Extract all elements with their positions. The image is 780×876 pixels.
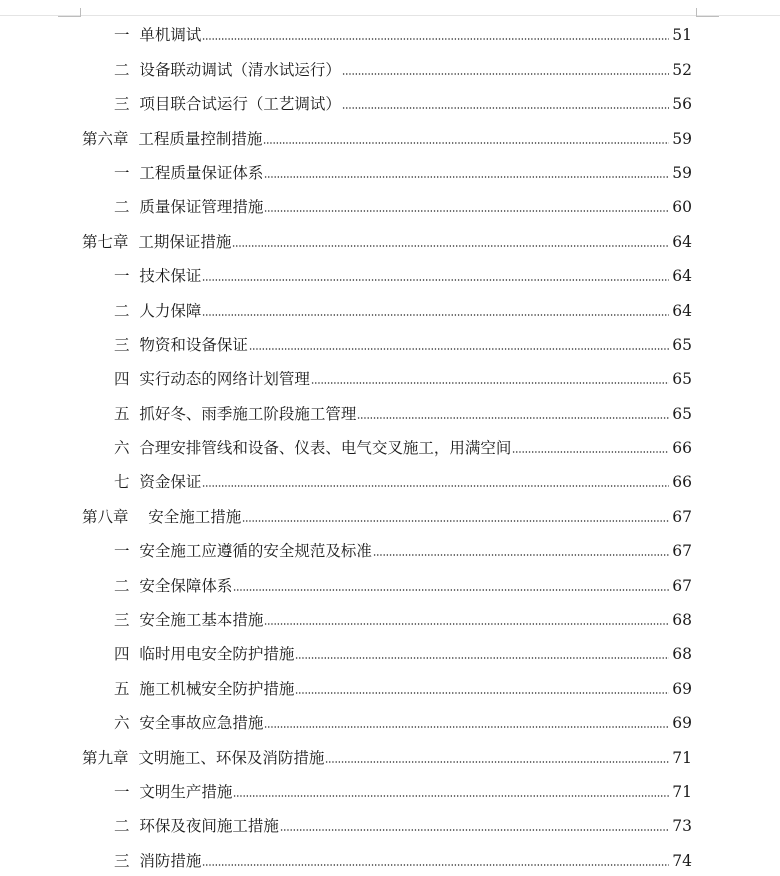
toc-dot-leader <box>232 244 669 248</box>
toc-section-entry[interactable] <box>0 16 780 50</box>
toc-entry-title: 一 技术保证 <box>114 267 202 286</box>
toc-section-entry[interactable] <box>0 566 780 600</box>
toc-page-number: 60 <box>672 198 692 217</box>
toc-dot-leader <box>249 347 669 351</box>
toc-page-number: 51 <box>672 26 692 45</box>
toc-dot-leader <box>295 691 669 695</box>
toc-dot-leader <box>357 416 669 420</box>
toc-page-number: 59 <box>672 163 692 182</box>
toc-section-entry[interactable] <box>0 429 780 463</box>
toc-dot-leader <box>295 656 669 660</box>
toc-page-number: 73 <box>672 817 692 836</box>
toc-entry-title: 三 安全施工基本措施 <box>114 611 264 630</box>
toc-section-entry[interactable] <box>0 532 780 566</box>
toc-section-entry[interactable] <box>0 360 780 394</box>
toc-chapter-entry[interactable] <box>0 497 780 531</box>
toc-dot-leader <box>202 313 669 317</box>
toc-dot-leader <box>325 760 669 764</box>
toc-page-number: 71 <box>672 748 692 767</box>
toc-section-entry[interactable] <box>0 773 780 807</box>
toc-section-entry[interactable] <box>0 394 780 428</box>
toc-entry-title: 六 合理安排管线和设备、仪表、电气交叉施工，用满空间 <box>114 439 512 458</box>
toc-entry-title: 七 资金保证 <box>114 473 202 492</box>
toc-chapter-entry[interactable] <box>0 222 780 256</box>
toc-page-number: 66 <box>672 473 692 492</box>
toc-entry-title: 四 实行动态的网络计划管理 <box>114 370 310 389</box>
toc-entry-title: 二 人力保障 <box>114 301 202 320</box>
toc-entry-title: 三 物资和设备保证 <box>114 335 248 354</box>
toc-section-entry[interactable] <box>0 50 780 84</box>
toc-page-number: 59 <box>672 129 692 148</box>
toc-entry-title: 一 安全施工应遵循的安全规范及标准 <box>114 542 372 561</box>
toc-dot-leader <box>202 863 669 867</box>
toc-chapter-entry[interactable] <box>0 738 780 772</box>
toc-page-number: 68 <box>672 645 692 664</box>
toc-section-entry[interactable] <box>0 841 780 875</box>
toc-entry-title: 二 质量保证管理措施 <box>114 198 264 217</box>
toc-dot-leader <box>311 381 669 385</box>
toc-dot-leader <box>233 588 669 592</box>
toc-page-number: 67 <box>672 507 692 526</box>
toc-entry-title: 第八章 安全施工措施 <box>82 507 242 526</box>
toc-page-number: 64 <box>672 267 692 286</box>
toc-section-entry[interactable] <box>0 463 780 497</box>
toc-entry-title: 一 单机调试 <box>114 26 202 45</box>
toc-dot-leader <box>280 828 669 832</box>
toc-dot-leader <box>373 553 669 557</box>
toc-page-number: 67 <box>672 576 692 595</box>
toc-section-entry[interactable] <box>0 601 780 635</box>
toc-dot-leader <box>242 519 669 523</box>
toc-section-entry[interactable] <box>0 85 780 119</box>
toc-section-entry[interactable] <box>0 635 780 669</box>
toc-section-entry[interactable] <box>0 154 780 188</box>
toc-page-number: 65 <box>672 404 692 423</box>
toc-dot-leader <box>264 622 669 626</box>
toc-section-entry[interactable] <box>0 257 780 291</box>
toc-dot-leader <box>342 106 669 110</box>
toc-entry-title: 一 文明生产措施 <box>114 782 233 801</box>
toc-entry-title: 第六章 工程质量控制措施 <box>82 129 263 148</box>
toc-entry-title: 三 消防措施 <box>114 851 202 870</box>
toc-chapter-entry[interactable] <box>0 119 780 153</box>
toc-section-entry[interactable] <box>0 807 780 841</box>
toc-entry-title: 四 临时用电安全防护措施 <box>114 645 295 664</box>
toc-section-entry[interactable] <box>0 326 780 360</box>
toc-section-entry[interactable] <box>0 704 780 738</box>
toc-entry-title: 五 施工机械安全防护措施 <box>114 679 295 698</box>
toc-page-number: 64 <box>672 301 692 320</box>
toc-page-number: 69 <box>672 714 692 733</box>
toc-page-number: 67 <box>672 542 692 561</box>
toc-entry-title: 二 设备联动调试（清水试运行） <box>114 60 341 79</box>
toc-dot-leader <box>202 37 669 41</box>
toc-page-number: 65 <box>672 370 692 389</box>
toc-dot-leader <box>264 209 669 213</box>
toc-page-number: 71 <box>672 782 692 801</box>
toc-entry-title: 二 安全保障体系 <box>114 576 233 595</box>
toc-dot-leader <box>263 141 669 145</box>
toc-dot-leader <box>342 72 669 76</box>
toc-page-number: 65 <box>672 335 692 354</box>
toc-entry-title: 五 抓好冬、雨季施工阶段施工管理 <box>114 404 357 423</box>
toc-entry-title: 一 工程质量保证体系 <box>114 163 264 182</box>
toc-section-entry[interactable] <box>0 669 780 703</box>
toc-page-number: 68 <box>672 611 692 630</box>
toc-page-number: 66 <box>672 439 692 458</box>
toc-entry-title: 三 项目联合试运行（工艺调试） <box>114 95 341 114</box>
toc-entry-title: 六 安全事故应急措施 <box>114 714 264 733</box>
toc-section-entry[interactable] <box>0 188 780 222</box>
toc-page-number: 74 <box>672 851 692 870</box>
toc-dot-leader <box>264 175 669 179</box>
toc-section-entry[interactable] <box>0 291 780 325</box>
toc-page-number: 52 <box>672 60 692 79</box>
toc-dot-leader <box>512 450 669 454</box>
toc-entry-title: 二 环保及夜间施工措施 <box>114 817 279 836</box>
toc-entry-title: 第七章 工期保证措施 <box>82 232 232 251</box>
table-of-contents <box>0 16 780 876</box>
toc-page-number: 64 <box>672 232 692 251</box>
toc-page-number: 69 <box>672 679 692 698</box>
toc-entry-title: 第九章 文明施工、环保及消防措施 <box>82 748 325 767</box>
toc-dot-leader <box>233 794 669 798</box>
toc-dot-leader <box>202 278 669 282</box>
toc-dot-leader <box>264 725 669 729</box>
toc-dot-leader <box>202 484 669 488</box>
toc-page-number: 56 <box>672 95 692 114</box>
